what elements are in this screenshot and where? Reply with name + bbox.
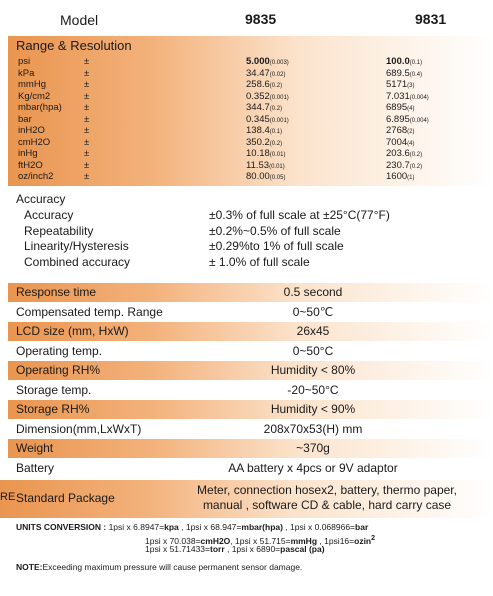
spec-value: ~370g	[296, 441, 330, 455]
spec-label: Response time	[16, 285, 97, 299]
range-row	[8, 160, 493, 171]
spec-row	[8, 342, 493, 361]
spec-value: Humidity < 90%	[270, 402, 356, 416]
resolution: (0.05)	[269, 175, 286, 181]
conv-unit: mmHg	[290, 535, 318, 546]
accuracy-section	[0, 192, 493, 272]
resolution: (0.01)	[269, 152, 286, 158]
spec-row	[8, 303, 493, 322]
conv-text: 1psi x 6.8947=	[108, 522, 165, 532]
range-row	[8, 125, 493, 136]
accuracy-value: ±0.2%~0.5% of full scale	[209, 223, 341, 238]
range-row	[8, 91, 493, 102]
resolution: (1)	[407, 175, 415, 181]
model-9831: 9831	[415, 11, 447, 27]
plus-minus: ±	[84, 113, 90, 125]
conv-text: 1psi x 51.71433=	[145, 544, 210, 554]
spec-label: Compensated temp. Range	[16, 304, 163, 319]
range-row	[8, 148, 493, 159]
range-value: 5.000	[246, 56, 270, 67]
accuracy-label: Combined accuracy	[24, 254, 131, 269]
resolution: (0.001)	[269, 117, 289, 124]
spec-row	[8, 459, 493, 478]
package-line-2: manual , software CD & cable, hard carry case	[202, 498, 452, 512]
range-title: Range & Resolution	[16, 38, 132, 53]
plus-minus: ±	[84, 171, 90, 182]
range-value: 34.47	[246, 67, 270, 79]
conv-text: , 1psi16=	[317, 535, 355, 546]
conv-unit: mbar(hpa)	[241, 522, 283, 532]
standard-package-row	[0, 480, 493, 518]
range-value: 2768	[386, 125, 408, 136]
spec-value: 0.5 second	[283, 285, 343, 299]
resolution: (0.1)	[269, 129, 283, 135]
plus-minus: ±	[84, 159, 90, 171]
spec-label: Battery	[16, 460, 55, 475]
conv-unit: kpa	[164, 522, 179, 532]
resolution: (0.001)	[269, 94, 289, 101]
resolution: (0.2)	[409, 163, 423, 170]
spec-label: Storage temp.	[16, 382, 92, 397]
spec-value: 208x70x53(H) mm	[263, 421, 363, 436]
resolution: (0.003)	[269, 60, 289, 66]
conv-text: , 1psi x 68.947=	[178, 522, 242, 532]
spec-row	[8, 420, 493, 439]
range-row	[8, 114, 493, 125]
resolution: (0.004)	[409, 94, 429, 101]
resolution: (0.2)	[269, 83, 283, 89]
range-value: 6895	[386, 102, 408, 113]
conv-unit: pascal (pa)	[280, 544, 325, 554]
range-row	[8, 171, 493, 182]
range-unit: mmHg	[18, 79, 46, 90]
range-row	[8, 56, 493, 67]
accuracy-value: ±0.29%to 1% of full scale	[209, 239, 344, 253]
range-value: 689.5	[386, 67, 410, 79]
range-resolution-section	[8, 36, 493, 186]
range-value: 138.4	[246, 125, 270, 136]
resolution: (3)	[407, 83, 415, 89]
range-unit: bar	[18, 113, 32, 125]
conv-text: , 1psi x 6890=	[224, 544, 281, 554]
spec-sheet: Model 9835 9831 Range & Resolution psi ± 5.000(0.003) 100.0(0.1) kPa ± 34.47(0.02) 689.5(0.4) mmHg ± 258.6(0.2) 5171(3) Kg/cm2 ± 0.352(0.001) 7.031(0.004) mbar(hpa) ± 344.7(0.2) 6895(4) bar ± 0.345(0.001) 6.895(0.004) inH2O ± 138.4(0.1) 2768(2) cmH2O ± 350.2(0.2) 7004(4) inHg ± 10.18(0.01) 203.6(0.2) ftH2O ± 11.53(0.01) 230.7(0.2) oz/inch2 ± 80.00(0.05) 1600(1) Accuracy Accuracy ±0.3% of full scale at ±25°C(77°F) Repeatability ±0.2%~0.5% of full scale Linearity/Hysteresis ±0.29%to 1% of full scale Combined accuracy ± 1.0% of full scale Response time 0.5 second Compensated temp. Range 0~50℃ LCD size (mm, HxW) 26x45 Operating temp. 0~50°C Operating RH% Humidity < 80% Storage temp. -20~50°C Storage RH% Humidity < 90% Dimension(mm,LxWxT) 208x70x53(H) mm Weight ~370g Battery AA battery x 4pcs or 9V adaptor RE Standard Package Meter, connection hosex2, battery, thermo paper, manual , software CD & cable, hard carry case UNITS CONVERSION : 1psi x 6.8947=kpa , 1psi x 68.947=mbar(hpa) , 1psi x 0.068966=bar 1psi x 70.038=cmH2O, 1psi x 51.715=mmHg , 1psi16=ozin$^2$ 1psi x 51.71433=torr , 1psi x 6890=pascal (pa) NOTE:Exceeding maximum pressure will cause permanent sensor damage.	[0, 0, 493, 596]
spec-label: Weight	[16, 441, 54, 455]
plus-minus: ±	[84, 125, 90, 136]
range-value: 1600	[386, 171, 408, 182]
package-line-1: Meter, connection hosex2, battery, thermo paper,	[197, 483, 457, 497]
spec-row	[8, 381, 493, 400]
range-unit: cmH2O	[18, 136, 51, 148]
spec-row	[8, 283, 493, 302]
range-unit: ftH2O	[18, 159, 43, 171]
range-unit: inHg	[18, 148, 38, 159]
range-value: 5171	[386, 79, 408, 90]
plus-minus: ±	[84, 148, 90, 159]
plus-minus: ±	[84, 67, 90, 79]
spec-label: Dimension(mm,LxWxT)	[16, 421, 142, 436]
plus-minus: ±	[84, 90, 90, 102]
range-unit: oz/inch2	[18, 171, 54, 182]
range-unit: psi	[18, 56, 31, 67]
conversion-label: UNITS CONVERSION :	[16, 522, 107, 532]
resolution: (4)	[407, 140, 415, 147]
accuracy-value: ± 1.0% of full scale	[209, 254, 310, 269]
package-value	[167, 483, 487, 513]
spec-value: AA battery x 4pcs or 9V adaptor	[228, 460, 398, 475]
range-9831	[386, 171, 414, 184]
spec-value: -20~50°C	[287, 382, 339, 397]
model-label: Model	[60, 12, 99, 28]
range-9835	[246, 171, 285, 184]
range-value: 0.345	[246, 113, 270, 125]
accuracy-heading: Accuracy	[16, 192, 66, 206]
plus-minus: ±	[84, 79, 90, 90]
range-unit: kPa	[18, 67, 35, 79]
spec-label: Storage RH%	[16, 402, 90, 416]
resolution: (2)	[407, 129, 415, 135]
resolution: (0.004)	[409, 117, 429, 124]
range-row	[8, 68, 493, 79]
conv-text: , 1psi x 0.068966=	[282, 522, 356, 532]
conv-unit: torr	[209, 544, 225, 554]
spec-row	[8, 439, 493, 458]
resolution: (0.02)	[269, 71, 286, 78]
conv-unit: ozin	[354, 535, 372, 546]
note-text: Exceeding maximum pressure will cause permanent sensor damage.	[42, 562, 303, 572]
cut-off-text: RE	[0, 491, 16, 503]
range-value: 203.6	[386, 148, 410, 159]
range-value: 80.00	[246, 171, 270, 182]
spec-value: 0~50°C	[292, 343, 334, 358]
conv-text: 1psi x 70.038=	[145, 535, 201, 546]
range-value: 0.352	[246, 90, 270, 102]
range-unit: inH2O	[18, 125, 45, 136]
spec-row	[8, 322, 493, 341]
conv-text: , 1psi x 51.715=	[230, 535, 291, 546]
spec-row	[8, 400, 493, 419]
range-value: 344.7	[246, 102, 270, 113]
range-value: 6.895	[386, 113, 410, 125]
spec-value: Humidity < 80%	[270, 363, 356, 377]
spec-row	[8, 361, 493, 380]
resolution: (0.2)	[269, 106, 283, 112]
plus-minus: ±	[84, 102, 90, 113]
spec-label: Operating RH%	[16, 363, 101, 377]
plus-minus: ±	[84, 136, 90, 148]
resolution: (4)	[407, 106, 415, 112]
range-row	[8, 79, 493, 90]
accuracy-label: Linearity/Hysteresis	[24, 239, 129, 253]
resolution: (0.2)	[409, 152, 423, 158]
package-label: Standard Package	[16, 491, 115, 505]
range-value: 350.2	[246, 136, 270, 148]
resolution: (0.2)	[269, 140, 283, 147]
range-row	[8, 102, 493, 113]
range-row	[8, 137, 493, 148]
spec-value: 26x45	[296, 324, 330, 338]
range-value: 258.6	[246, 79, 270, 90]
range-value: 11.53	[246, 159, 270, 171]
range-unit: Kg/cm2	[18, 90, 51, 102]
model-9835: 9835	[245, 11, 277, 27]
range-unit: mbar(hpa)	[18, 102, 62, 113]
accuracy-label: Accuracy	[24, 208, 74, 222]
conv-unit: bar	[355, 522, 369, 532]
range-value: 10.18	[246, 148, 270, 159]
plus-minus: ±	[84, 56, 90, 67]
resolution: (0.01)	[269, 163, 285, 170]
accuracy-value: ±0.3% of full scale at ±25°C(77°F)	[209, 208, 390, 222]
note	[16, 562, 302, 572]
range-value: 230.7	[386, 159, 410, 171]
resolution: (0.1)	[409, 60, 423, 66]
accuracy-label: Repeatability	[24, 223, 94, 238]
spec-label: LCD size (mm, HxW)	[16, 324, 129, 338]
model-header	[0, 0, 493, 36]
range-value: 100.0	[386, 56, 410, 67]
range-value: 7004	[386, 136, 408, 148]
range-value: 7.031	[386, 90, 410, 102]
spec-label: Operating temp.	[16, 343, 103, 358]
conv-unit: cmH2O	[200, 535, 231, 546]
resolution: (0.4)	[409, 71, 423, 78]
spec-value: 0~50℃	[292, 304, 334, 319]
note-label: NOTE:	[16, 562, 43, 572]
